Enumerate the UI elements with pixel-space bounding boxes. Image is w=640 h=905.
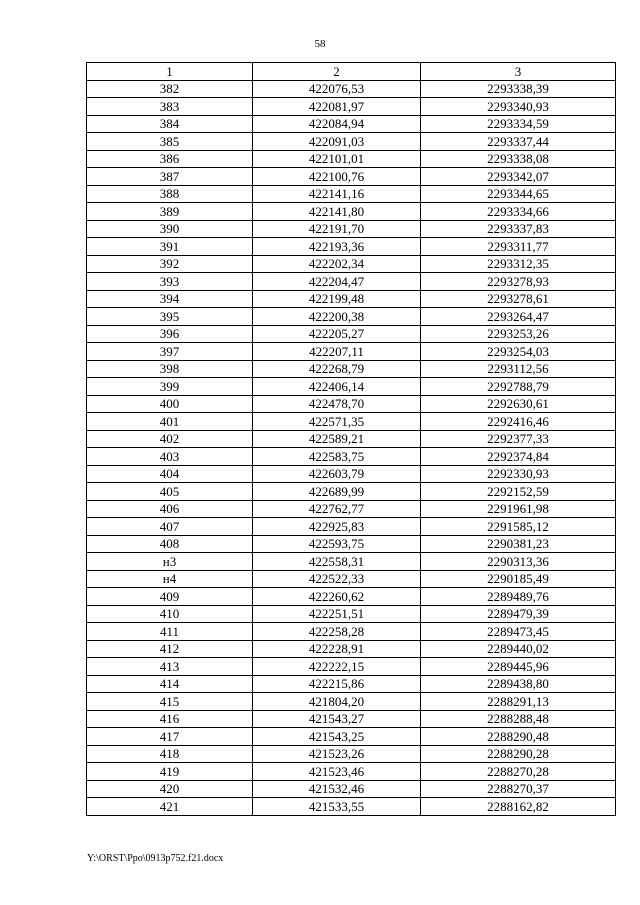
cell-point-number: 421	[87, 798, 253, 816]
table-row	[87, 325, 616, 343]
cell-point-number: 393	[87, 273, 253, 291]
cell-y-coordinate: 2293254,03	[421, 343, 616, 361]
cell-x-coordinate: 421543,27	[253, 710, 421, 728]
cell-y-coordinate: 2293337,83	[421, 220, 616, 238]
cell-y-coordinate: 2289445,96	[421, 658, 616, 676]
table-row	[87, 535, 616, 553]
cell-point-number: 418	[87, 745, 253, 763]
table-row	[87, 150, 616, 168]
table-row	[87, 98, 616, 116]
cell-x-coordinate: 422522,33	[253, 570, 421, 588]
cell-x-coordinate: 422205,27	[253, 325, 421, 343]
table-row	[87, 623, 616, 641]
table-row	[87, 763, 616, 781]
table-row	[87, 693, 616, 711]
cell-x-coordinate: 422603,79	[253, 465, 421, 483]
cell-x-coordinate: 422925,83	[253, 518, 421, 536]
cell-y-coordinate: 2293338,39	[421, 80, 616, 98]
cell-y-coordinate: 2289440,02	[421, 640, 616, 658]
cell-point-number: н3	[87, 553, 253, 571]
cell-point-number: 398	[87, 360, 253, 378]
cell-x-coordinate: 421532,46	[253, 780, 421, 798]
cell-x-coordinate: 422251,51	[253, 605, 421, 623]
footer-file-path: Y:\ORST\Ppo\0913p752.f21.docx	[87, 853, 224, 864]
cell-y-coordinate: 2293312,35	[421, 255, 616, 273]
cell-x-coordinate: 422258,28	[253, 623, 421, 641]
cell-point-number: 392	[87, 255, 253, 273]
cell-x-coordinate: 422571,35	[253, 413, 421, 431]
cell-x-coordinate: 422141,80	[253, 203, 421, 221]
table-row	[87, 798, 616, 816]
page-number: 58	[314, 38, 326, 50]
cell-x-coordinate: 422558,31	[253, 553, 421, 571]
cell-y-coordinate: 2293337,44	[421, 133, 616, 151]
cell-y-coordinate: 2293278,93	[421, 273, 616, 291]
column-header-y: 3	[421, 63, 616, 81]
cell-y-coordinate: 2289438,80	[421, 675, 616, 693]
cell-x-coordinate: 421804,20	[253, 693, 421, 711]
table-row	[87, 745, 616, 763]
cell-point-number: 412	[87, 640, 253, 658]
cell-point-number: 399	[87, 378, 253, 396]
cell-point-number: 400	[87, 395, 253, 413]
cell-x-coordinate: 422199,48	[253, 290, 421, 308]
cell-y-coordinate: 2292330,93	[421, 465, 616, 483]
cell-x-coordinate: 422204,47	[253, 273, 421, 291]
table-row	[87, 290, 616, 308]
table-row	[87, 255, 616, 273]
cell-y-coordinate: 2292374,84	[421, 448, 616, 466]
cell-y-coordinate: 2292788,79	[421, 378, 616, 396]
cell-y-coordinate: 2293334,66	[421, 203, 616, 221]
cell-point-number: 403	[87, 448, 253, 466]
cell-x-coordinate: 422593,75	[253, 535, 421, 553]
cell-y-coordinate: 2288290,48	[421, 728, 616, 746]
cell-point-number: 416	[87, 710, 253, 728]
cell-y-coordinate: 2293311,77	[421, 238, 616, 256]
cell-x-coordinate: 422100,76	[253, 168, 421, 186]
cell-y-coordinate: 2291585,12	[421, 518, 616, 536]
cell-y-coordinate: 2289473,45	[421, 623, 616, 641]
cell-y-coordinate: 2293340,93	[421, 98, 616, 116]
table-row	[87, 203, 616, 221]
cell-y-coordinate: 2290313,36	[421, 553, 616, 571]
cell-point-number: 420	[87, 780, 253, 798]
cell-x-coordinate: 422222,15	[253, 658, 421, 676]
cell-x-coordinate: 421543,25	[253, 728, 421, 746]
table-row	[87, 430, 616, 448]
cell-y-coordinate: 2293338,08	[421, 150, 616, 168]
cell-point-number: 396	[87, 325, 253, 343]
cell-point-number: 415	[87, 693, 253, 711]
column-header-x: 2	[253, 63, 421, 81]
table-row	[87, 220, 616, 238]
table-row	[87, 675, 616, 693]
cell-y-coordinate: 2292630,61	[421, 395, 616, 413]
cell-x-coordinate: 422589,21	[253, 430, 421, 448]
cell-x-coordinate: 422081,97	[253, 98, 421, 116]
cell-y-coordinate: 2293264,47	[421, 308, 616, 326]
table-row	[87, 465, 616, 483]
cell-x-coordinate: 422091,03	[253, 133, 421, 151]
cell-x-coordinate: 422191,70	[253, 220, 421, 238]
table-row	[87, 658, 616, 676]
cell-x-coordinate: 422084,94	[253, 115, 421, 133]
cell-x-coordinate: 421523,26	[253, 745, 421, 763]
cell-x-coordinate: 422202,34	[253, 255, 421, 273]
cell-point-number: 385	[87, 133, 253, 151]
table-row	[87, 448, 616, 466]
table-row	[87, 605, 616, 623]
cell-y-coordinate: 2293278,61	[421, 290, 616, 308]
cell-x-coordinate: 422268,79	[253, 360, 421, 378]
cell-x-coordinate: 422478,70	[253, 395, 421, 413]
cell-point-number: 397	[87, 343, 253, 361]
cell-point-number: 413	[87, 658, 253, 676]
cell-x-coordinate: 422260,62	[253, 588, 421, 606]
cell-y-coordinate: 2289479,39	[421, 605, 616, 623]
cell-point-number: 405	[87, 483, 253, 501]
cell-x-coordinate: 422207,11	[253, 343, 421, 361]
cell-y-coordinate: 2293253,26	[421, 325, 616, 343]
cell-point-number: 389	[87, 203, 253, 221]
cell-x-coordinate: 422762,77	[253, 500, 421, 518]
coordinates-table	[86, 62, 616, 816]
cell-y-coordinate: 2289489,76	[421, 588, 616, 606]
cell-point-number: 387	[87, 168, 253, 186]
table-header-row	[87, 63, 616, 81]
cell-point-number: 391	[87, 238, 253, 256]
cell-point-number: 402	[87, 430, 253, 448]
cell-x-coordinate: 422215,86	[253, 675, 421, 693]
table-row	[87, 343, 616, 361]
cell-point-number: 395	[87, 308, 253, 326]
table-row	[87, 780, 616, 798]
table-row	[87, 115, 616, 133]
table-row	[87, 238, 616, 256]
cell-x-coordinate: 422583,75	[253, 448, 421, 466]
cell-x-coordinate: 422406,14	[253, 378, 421, 396]
cell-point-number: 407	[87, 518, 253, 536]
table-row	[87, 553, 616, 571]
cell-point-number: 388	[87, 185, 253, 203]
cell-point-number: 382	[87, 80, 253, 98]
cell-x-coordinate: 422193,36	[253, 238, 421, 256]
table-row	[87, 133, 616, 151]
cell-x-coordinate: 421533,55	[253, 798, 421, 816]
cell-point-number: 384	[87, 115, 253, 133]
table-row	[87, 710, 616, 728]
cell-y-coordinate: 2293342,07	[421, 168, 616, 186]
cell-y-coordinate: 2290381,23	[421, 535, 616, 553]
cell-x-coordinate: 422200,38	[253, 308, 421, 326]
cell-y-coordinate: 2288288,48	[421, 710, 616, 728]
table-row	[87, 413, 616, 431]
cell-y-coordinate: 2292377,33	[421, 430, 616, 448]
table-row	[87, 360, 616, 378]
cell-point-number: 417	[87, 728, 253, 746]
cell-y-coordinate: 2293344,65	[421, 185, 616, 203]
cell-point-number: 390	[87, 220, 253, 238]
cell-y-coordinate: 2288270,28	[421, 763, 616, 781]
table-row	[87, 395, 616, 413]
cell-y-coordinate: 2288270,37	[421, 780, 616, 798]
cell-y-coordinate: 2291961,98	[421, 500, 616, 518]
cell-point-number: 410	[87, 605, 253, 623]
cell-y-coordinate: 2288291,13	[421, 693, 616, 711]
cell-y-coordinate: 2293112,56	[421, 360, 616, 378]
cell-y-coordinate: 2292152,59	[421, 483, 616, 501]
cell-x-coordinate: 422228,91	[253, 640, 421, 658]
cell-x-coordinate: 421523,46	[253, 763, 421, 781]
cell-point-number: 383	[87, 98, 253, 116]
cell-x-coordinate: 422076,53	[253, 80, 421, 98]
cell-y-coordinate: 2292416,46	[421, 413, 616, 431]
cell-x-coordinate: 422101,01	[253, 150, 421, 168]
cell-y-coordinate: 2288162,82	[421, 798, 616, 816]
table-row	[87, 518, 616, 536]
table-row	[87, 570, 616, 588]
cell-point-number: н4	[87, 570, 253, 588]
table-row	[87, 185, 616, 203]
cell-point-number: 394	[87, 290, 253, 308]
table-row	[87, 483, 616, 501]
cell-point-number: 414	[87, 675, 253, 693]
cell-point-number: 386	[87, 150, 253, 168]
table-row	[87, 80, 616, 98]
cell-y-coordinate: 2293334,59	[421, 115, 616, 133]
cell-point-number: 406	[87, 500, 253, 518]
table-row	[87, 308, 616, 326]
table-body	[87, 80, 616, 815]
cell-x-coordinate: 422141,16	[253, 185, 421, 203]
cell-point-number: 401	[87, 413, 253, 431]
table-row	[87, 273, 616, 291]
cell-x-coordinate: 422689,99	[253, 483, 421, 501]
cell-y-coordinate: 2290185,49	[421, 570, 616, 588]
cell-y-coordinate: 2288290,28	[421, 745, 616, 763]
table-row	[87, 588, 616, 606]
cell-point-number: 404	[87, 465, 253, 483]
table-row	[87, 640, 616, 658]
cell-point-number: 419	[87, 763, 253, 781]
cell-point-number: 411	[87, 623, 253, 641]
table-row	[87, 728, 616, 746]
table-row	[87, 168, 616, 186]
column-header-point: 1	[87, 63, 253, 81]
cell-point-number: 409	[87, 588, 253, 606]
table-row	[87, 500, 616, 518]
cell-point-number: 408	[87, 535, 253, 553]
table-row	[87, 378, 616, 396]
